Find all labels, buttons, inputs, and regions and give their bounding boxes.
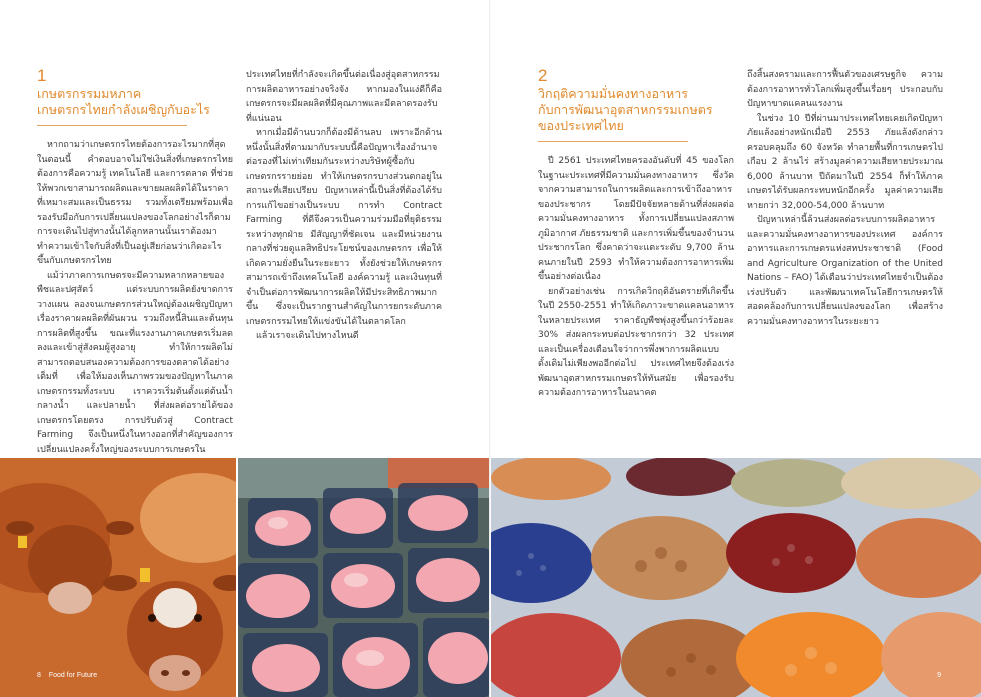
- section-title-line-3: ของประเทศไทย: [538, 118, 624, 133]
- body-paragraph: หากเมื่อมีด้านบวกก็ต้องมีด้านลบ เพราะอีกด้านหนึ่งนั้นสิ่งที่ตามมากับระบบนี้คือปัญหาเรื่องอำนาจต่อรองที่ไม่เท่าเทียมกันระหว่างบริษัทผู้ซื้อกับเกษตรกรรายย่อย ทำให้เกษตรกรบางส่วนตกอยู่ในสถานะที่เสียเปรียบ ปัญหาเหล่านี้เป็นสิ่งที่ต้องได้รับการแก้ไขอย่างเป็นระบบ การทำ Contract Farming ที่ดีจึงควรเป็นความร่วมมือที่ยุติธรรมระหว่างทุกฝ่าย มีสัญญาที่ชัดเจน และมีหน่วยงานกลางที่ช่วยดูแลสิทธิประโยชน์ของเกษตรกร เพื่อให้เกิดความยั่งยืนในระยะยาว ทั้งยังช่วยให้เกษตรกรสามารถเข้าถึงเทคโนโลยี องค์ความรู้ และเงินทุนที่จำเป็นต่อการพัฒนาการผลิตให้มีประสิทธิภาพมากขึ้น ซึ่งจะเป็นรากฐานสำคัญในการยกระดับภาคเกษตรกรรมไทยให้แข่งขันได้ในตลาดโลก: [246, 128, 442, 327]
- grains-photo: [491, 458, 981, 697]
- body-paragraph: แล้วเราจะเดินไปทางไหนดี: [256, 331, 359, 341]
- section-title-line-1: เกษตรกรรมมหภาค: [37, 86, 142, 101]
- title-rule: [538, 141, 688, 142]
- section-title-line-2: กับการพัฒนาอุตสาหกรรมเกษตร: [538, 102, 713, 117]
- left-page: [0, 0, 490, 697]
- right-column-1: [538, 66, 734, 401]
- cows-photo: [0, 458, 236, 697]
- body-paragraph: ปัญหาเหล่านี้ล้วนส่งผลต่อระบบการผลิตอาหารและความมั่นคงทางอาหารของประเทศ องค์การอาหารและการเกษตรแห่งสหประชาชาติ (Food and Agriculture Organization of the United Nations – FAO) ได้เตือนว่าประเทศไทยจำเป็นต้องเร่งปรับตัว และพัฒนาเทคโนโลยีการเกษตรให้สอดคล้องกับการเปลี่ยนแปลงของโลก เพื่อสร้างความมั่นคงทางอาหารในระยะยาว: [747, 215, 943, 327]
- section-number: 2: [538, 66, 548, 85]
- section-number: 1: [37, 66, 47, 85]
- section-title-line-2: เกษตรกรไทยกำลังเผชิญกับอะไร: [37, 102, 210, 117]
- body-paragraph: ถึงสิ้นสงครามและการฟื้นตัวของเศรษฐกิจ ความต้องการอาหารทั่วโลกเพิ่มสูงขึ้นเรื่อยๆ ประกอบกับปัญหาขาดแคลนแรงงาน: [747, 70, 943, 109]
- page-number: 9: [937, 672, 941, 679]
- folio-right: [937, 672, 947, 679]
- cows-illustration: [0, 458, 236, 697]
- body-paragraph: ยกตัวอย่างเช่น การเกิดวิกฤติอันตรายที่เกิดขึ้นในปี 2550-2551 ทำให้เกิดภาวะขาดแคลนอาหารในหลายประเทศ ราคาธัญพืชพุ่งสูงขึ้นกว่าร้อยละ 30% ส่งผลกระทบต่อประชากรกว่า 32 ประเทศ และเป็นเครื่องเตือนใจว่าการพึ่งพาการผลิตแบบดั้งเดิมไม่เพียงพออีกต่อไป ประเทศไทยจึงต้องเร่งพัฒนาอุตสาหกรรมเกษตรให้ทันสมัย เพื่อรองรับความต้องการอาหารในอนาคต: [538, 286, 734, 398]
- section-title-line-1: วิกฤติความมั่นคงทางอาหาร: [538, 86, 689, 101]
- body-paragraph: แม้ว่าภาคการเกษตรจะมีความหลากหลายของพืชและปศุสัตว์ แต่ระบบการผลิตยังขาดการวางแผน ลองจนเกษตรกรส่วนใหญ่ต้องเผชิญปัญหาเรื่องราคาผลผลิตที่ผันผวน รวมถึงหนี้สินและต้นทุนการผลิตที่สูงขึ้น ขณะที่แรงงานภาคเกษตรเริ่มลดลงและเข้าสู่สังคมผู้สูงอายุ ทำให้การผลิตไม่สามารถตอบสนองความต้องการของตลาดได้อย่างเต็มที่ เพื่อให้มองเห็นภาพรวมของปัญหาในภาคเกษตรกรรมทั้งระบบ เราควรเริ่มต้นตั้งแต่ต้นน้ำ กลางน้ำ และปลายน้ำ ที่ส่งผลต่อรายได้ของเกษตรกรโดยตรง การปรับตัวสู่ Contract Farming จึงเป็นหนึ่งในทางออกที่สำคัญของการเปลี่ยนแปลงครั้งใหญ่ของระบบการเกษตรใน: [37, 270, 233, 455]
- page-number: 8: [37, 672, 41, 679]
- grain-bowls-illustration: [491, 458, 981, 697]
- meat-photo: [238, 458, 490, 697]
- right-column-2: [747, 68, 943, 329]
- body-paragraph: ปี 2561 ประเทศไทยครองอันดับที่ 45 ของโลกในฐานะประเทศที่มีความมั่นคงทางอาหาร ซึ่งวัดจากความสามารถในการผลิตและการเข้าถึงอาหารของประชากร โดยมีปัจจัยหลายด้านที่ส่งผลต่อความมั่นคงทางอาหาร ทั้งการเปลี่ยนแปลงสภาพภูมิอากาศ ภัยธรรมชาติ และการเพิ่มขึ้นของจำนวนประชากรโลก ซึ่งคาดว่าจะแตะระดับ 9,700 ล้านคนภายในปี 2593 ทำให้ความต้องการอาหารเพิ่มขึ้นอย่างต่อเนื่อง: [538, 156, 734, 282]
- body-paragraph: ประเทศไทยที่กำลังจะเกิดขึ้นต่อเนื่องสู่อุตสาหกรรมการผลิตอาหารอย่างจริงจัง หากมองในแง่ดีก็คือเกษตรกรจะมีผลผลิตที่มีคุณภาพและมีตลาดรองรับที่แน่นอน: [246, 70, 442, 124]
- left-column-1: [37, 66, 233, 457]
- body-paragraph: หากถามว่าเกษตรกรไทยต้องการอะไรมากที่สุดในตอนนี้ คำตอบอาจไม่ใช่เงินสิ่งที่เกษตรกรไทยต้องการคือความรู้ เทคโนโลยี และการตลาด ที่ช่วยให้พวกเขาสามารถผลิตและขายผลผลิตได้ในราคาที่เหมาะสมและเป็นธรรม รวมทั้งเตรียมพร้อมเพื่อรองรับมือกับการเปลี่ยนแปลงของโลกอย่างไรก็ตามการจะเดินไปสู่ทางนั้นได้ลูกหลานนั้นเราต้องมาทำความเข้าใจกับสิ่งที่เป็นอยู่เสียก่อนว่าเกิดอะไรขึ้นกับเกษตรกรไทย: [37, 140, 233, 266]
- left-column-2: [246, 68, 442, 344]
- body-paragraph: ในช่วง 10 ปีที่ผ่านมาประเทศไทยเคยเกิดปัญหาภัยแล้งอย่างหนักเมื่อปี 2553 ภัยแล้งดังกล่าวครอบคลุมถึง 60 จังหวัด ทำลายพื้นที่การเกษตรไปเกือบ 2 ล้านไร่ สร้างมูลค่าความเสียหายประมาณ 6,000 ล้านบาท ปีถัดมาในปี 2554 ก็ทำให้ภาคเกษตรได้รับผลกระทบหนักอีกครั้ง มูลค่าความเสียหายกว่า 32,000-54,000 ล้านบาท: [747, 113, 943, 211]
- meat-trays-illustration: [238, 458, 490, 697]
- publication-name: Food for Future: [48, 672, 98, 679]
- folio-left: [37, 672, 103, 679]
- title-rule: [37, 125, 187, 126]
- right-page: [491, 0, 981, 697]
